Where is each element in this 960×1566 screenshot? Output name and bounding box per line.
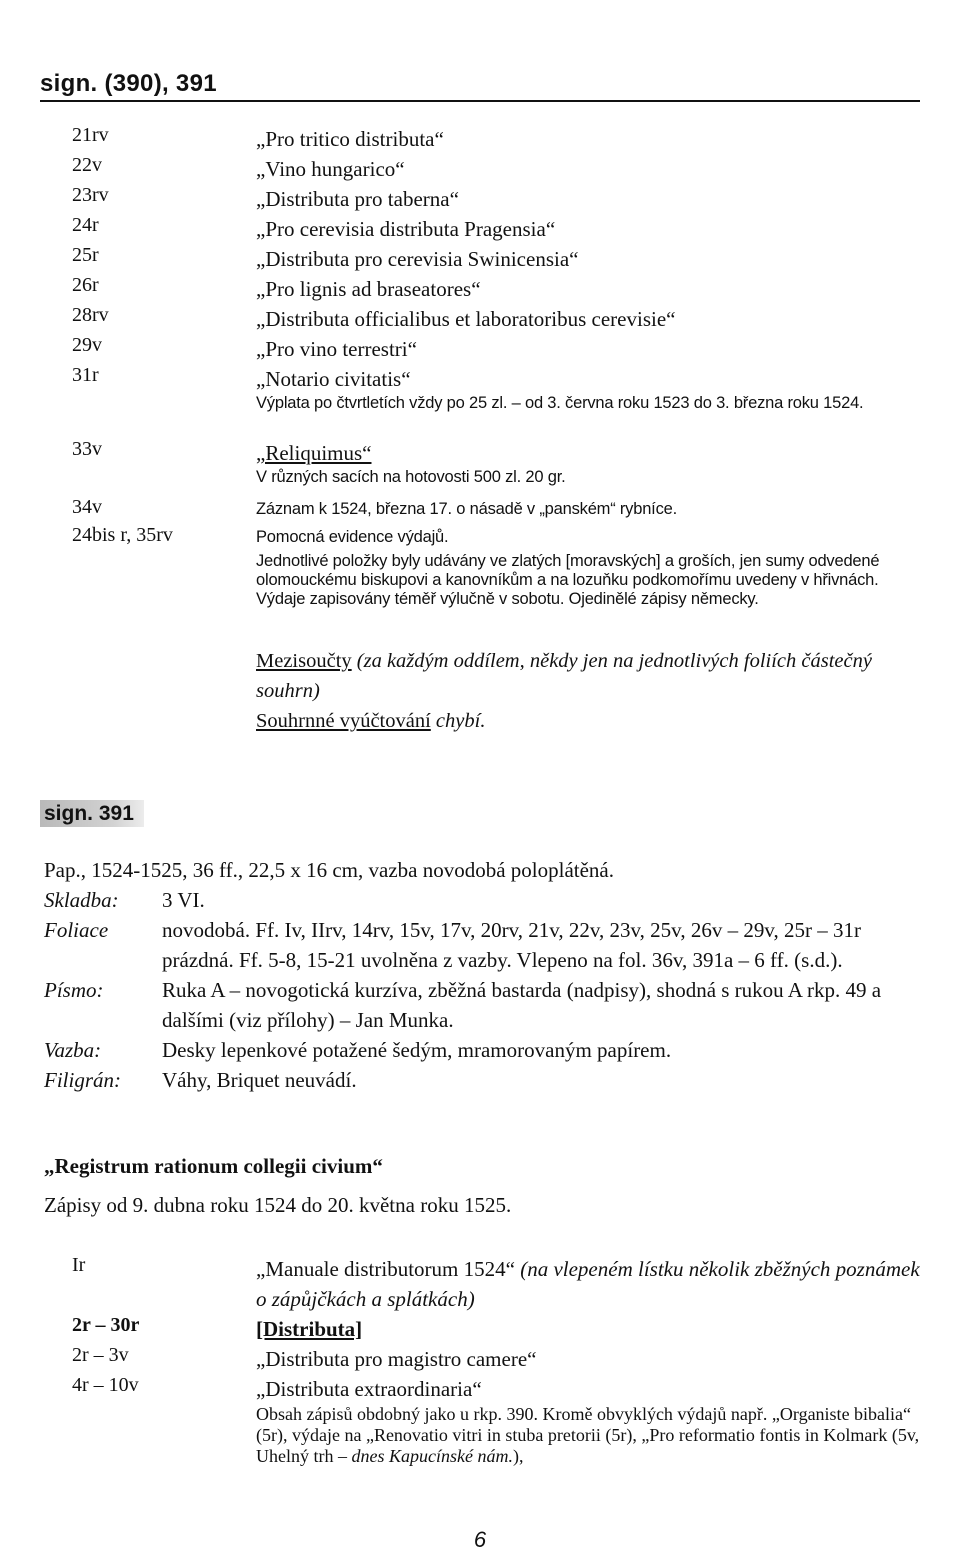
entry-title: „Pro cerevisia distributa Pragensia“	[256, 217, 556, 241]
meta-row	[44, 1035, 924, 1065]
meta-key: Vazba:	[44, 1038, 102, 1062]
list-item	[72, 274, 922, 304]
folio-number: 31r	[72, 364, 99, 386]
entry-note-end: ),	[512, 1446, 524, 1466]
list-item	[72, 524, 922, 646]
list-item	[72, 184, 922, 214]
list-item	[72, 214, 922, 244]
entry-title-line	[256, 1254, 922, 1314]
summary-label: Souhrnné vyúčtování	[256, 710, 431, 732]
list-item	[72, 1314, 922, 1344]
list-item	[72, 646, 922, 706]
page-number: 6	[473, 1527, 487, 1552]
entry-title: „Vino hungarico“	[256, 157, 405, 181]
meta-value: novodobá. Ff. Iv, IIrv, 14rv, 15v, 17v, 20rv, 21v, 22v, 23v, 25v, 26v – 29v, 25r – 31r prázdná. Ff. 5-8, 15-21 uvolněna z vazby. Vlepeno na fol. 36v, 391a – 6 ff. (s.d.).	[162, 918, 861, 972]
physical-description: Pap., 1524-1525, 36 ff., 22,5 x 16 cm, vazba novodobá poloplátěná.	[44, 858, 615, 882]
folio-number: 23rv	[72, 184, 109, 206]
folio-number: 21rv	[72, 124, 109, 146]
list-item	[72, 706, 922, 736]
folio-number: 2r – 3v	[72, 1344, 129, 1366]
entry-title: „Reliquimus“	[256, 441, 372, 465]
entry-note: Pomocná evidence výdajů.	[256, 528, 449, 546]
folio-number: 4r – 10v	[72, 1374, 139, 1396]
folio-number: Ir	[72, 1254, 86, 1276]
entry-note-text: Obsah zápisů obdobný jako u rkp. 390. Kromě obvyklých výdajů např. „Organiste bibalia“ (5r), výdaje na „Renovatio vitri in stuba pretorii (5r), „Pro reformatio fontis in Kolmark (5v, Uhelný trh –	[256, 1404, 920, 1466]
entry-list-top	[72, 124, 922, 736]
list-item	[72, 304, 922, 334]
summary-line	[256, 706, 922, 736]
entry-note: V různých sacích na hotovosti 500 zl. 20 gr.	[256, 468, 566, 486]
folio-number: 24bis r, 35rv	[72, 524, 173, 546]
entry-title: „Manuale distributorum 1524“	[256, 1257, 515, 1281]
list-item	[72, 364, 922, 438]
section-heading-sign-391: sign. 391	[40, 800, 144, 827]
register-subtitle: Zápisy od 9. dubna roku 1524 do 20. května roku 1525.	[44, 1193, 512, 1217]
register-title: „Registrum rationum collegii civium“	[44, 1154, 383, 1178]
manuscript-description	[44, 855, 924, 1095]
entry-note: Výplata po čtvrtletích vždy po 25 zl. – od 3. června roku 1523 do 3. března roku 1524.	[256, 394, 864, 412]
meta-key: Foliace	[44, 918, 109, 942]
folio-number: 34v	[72, 496, 102, 518]
list-item	[72, 1374, 922, 1474]
list-item	[72, 438, 922, 496]
meta-key: Filigrán:	[44, 1068, 121, 1092]
entry-title: „Distributa officialibus et laboratoribus cerevisie“	[256, 307, 676, 331]
meta-key: Skladba:	[44, 888, 119, 912]
entry-title: „Distributa pro magistro camere“	[256, 1347, 537, 1371]
entry-title-note: (na vlepeném lístku několik zběžných poznámek o zápůjčkách a splátkách)	[256, 1257, 920, 1311]
meta-value: 3 VI.	[162, 888, 205, 912]
meta-row	[44, 885, 924, 915]
list-item	[72, 334, 922, 364]
meta-row	[44, 915, 924, 975]
entry-title: [Distributa]	[256, 1317, 363, 1341]
entry-note	[256, 1404, 922, 1467]
entry-title: „Pro tritico distributa“	[256, 127, 444, 151]
entry-note: Záznam k 1524, března 17. o násadě v „panském“ rybníce.	[256, 500, 677, 518]
meta-row	[44, 975, 924, 1035]
folio-number: 24r	[72, 214, 99, 236]
entry-title: „Pro lignis ad braseatores“	[256, 277, 481, 301]
entry-note-italic: dnes Kapucínské nám.	[351, 1446, 513, 1466]
summary-text: chybí.	[435, 710, 486, 732]
list-item	[72, 124, 922, 154]
entry-title: „Distributa extraordinaria“	[256, 1377, 482, 1401]
folio-number: 29v	[72, 334, 102, 356]
page-header: sign. (390), 391	[40, 70, 217, 97]
folio-number: 22v	[72, 154, 102, 176]
list-item	[72, 496, 922, 524]
list-item	[72, 244, 922, 274]
list-item	[72, 1344, 922, 1374]
meta-value: Ruka A – novogotická kurzíva, zběžná bastarda (nadpisy), shodná s rukou A rkp. 49 a dalšími (viz přílohy) – Jan Munka.	[162, 978, 882, 1032]
entry-list-bottom	[72, 1254, 922, 1474]
list-item	[72, 154, 922, 184]
meta-row	[44, 1065, 924, 1095]
subtotals-line	[256, 646, 922, 706]
entry-title: „Distributa pro cerevisia Swinicensia“	[256, 247, 579, 271]
entry-title: „Pro vino terrestri“	[256, 337, 417, 361]
subtotals-label: Mezisoučty	[256, 650, 352, 672]
meta-key: Písmo:	[44, 978, 104, 1002]
folio-number: 33v	[72, 438, 102, 460]
folio-number: 2r – 30r	[72, 1314, 140, 1336]
meta-value: Desky lepenkové potažené šedým, mramorovaným papírem.	[162, 1038, 672, 1062]
subtotals-text: (za každým oddílem, někdy jen na jednotlivých foliích částečný souhrn)	[256, 650, 872, 702]
folio-number: 25r	[72, 244, 99, 266]
entry-note: Jednotlivé položky byly udávány ve zlatých [moravských] a groších, jen sumy odvedené olomouckému biskupovi a kanovníkům a na lozuňku podkomořímu uvedeny v hřivnách. Výdaje zapisovány téměř výlučně v sobotu. Ojedinělé zápisy německy.	[256, 552, 880, 608]
entry-title: „Distributa pro taberna“	[256, 187, 459, 211]
list-item	[72, 1254, 922, 1314]
header-rule	[40, 100, 920, 102]
entry-title: „Notario civitatis“	[256, 367, 411, 391]
folio-number: 28rv	[72, 304, 109, 326]
meta-value: Váhy, Briquet neuvádí.	[162, 1068, 357, 1092]
folio-number: 26r	[72, 274, 99, 296]
